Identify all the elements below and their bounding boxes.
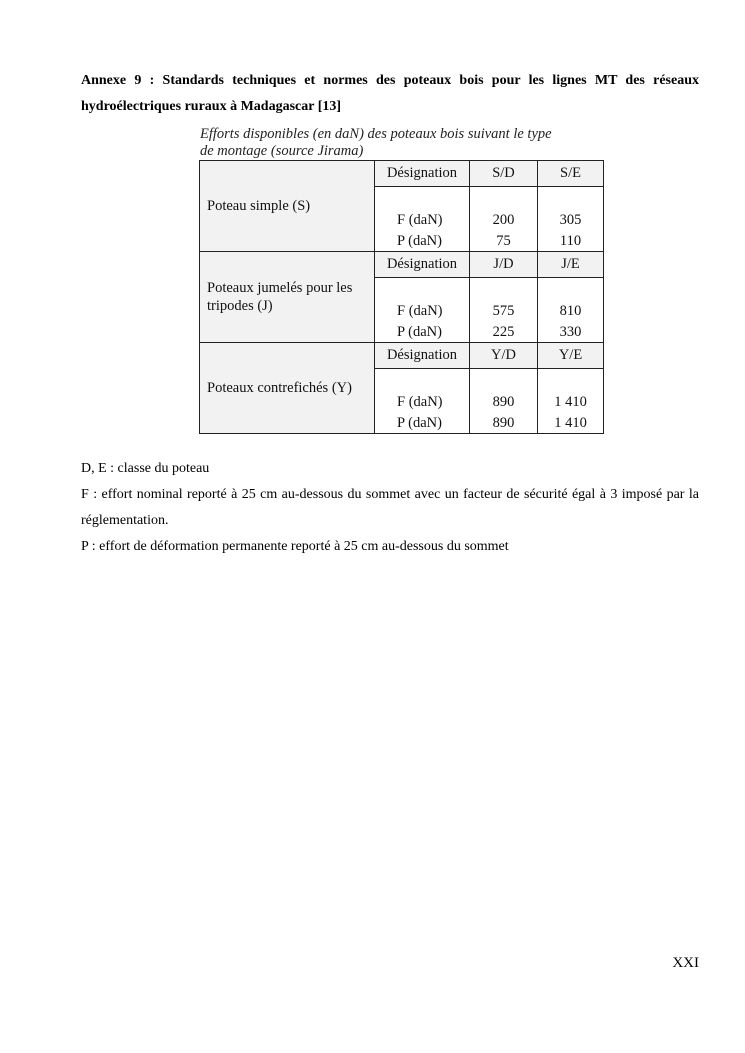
value-p-col1: 225 <box>492 323 515 340</box>
designation-cell <box>375 369 470 434</box>
value-p-col2: 1 410 <box>554 414 587 431</box>
caption-line-2: de montage (source Jirama) <box>200 143 364 159</box>
header-designation: Désignation <box>375 343 470 369</box>
value-cell-col2 <box>538 278 604 343</box>
page-number: XXI <box>672 955 699 971</box>
designation-f: F (daN) <box>397 303 443 319</box>
header-designation: Désignation <box>375 161 470 187</box>
value-cell-col2 <box>538 187 604 252</box>
designation-f: F (daN) <box>397 212 443 228</box>
note-effort-nominal: F : effort nominal reporté à 25 cm au-dessous du sommet avec un facteur de sécurité égal à 3 imposé par la réglementation. <box>81 487 699 528</box>
pole-efforts-figure <box>199 126 609 434</box>
header-col1: Y/D <box>470 343 538 369</box>
table-caption <box>200 126 609 160</box>
value-p-col1: 75 <box>496 232 511 249</box>
value-cell-col1 <box>470 369 538 434</box>
value-cell-col1 <box>470 187 538 252</box>
value-p-col1: 890 <box>492 414 515 431</box>
value-f-col1: 575 <box>492 303 515 319</box>
value-f-col2: 1 410 <box>554 394 587 410</box>
header-col1: J/D <box>470 252 538 278</box>
value-p-col2: 110 <box>559 232 582 249</box>
value-f-col2: 810 <box>559 303 582 319</box>
group-label-jumeles: Poteaux jumelés pour les tripodes (J) <box>200 252 375 343</box>
value-p-col2: 330 <box>559 323 582 340</box>
group-label-contrefiches: Poteaux contrefichés (Y) <box>200 343 375 434</box>
header-designation: Désignation <box>375 252 470 278</box>
note-effort-deformation: P : effort de déformation permanente reporté à 25 cm au-dessous du sommet <box>81 539 509 554</box>
header-col2: S/E <box>538 161 604 187</box>
annex-heading: Annexe 9 : Standards techniques et normes des poteaux bois pour les lignes MT des réseaux hydroélectriques ruraux à Madagascar [13] <box>81 73 699 114</box>
header-col2: J/E <box>538 252 604 278</box>
header-col2: Y/E <box>538 343 604 369</box>
value-cell-col2 <box>538 369 604 434</box>
table-row-header-contrefiches <box>200 343 604 369</box>
designation-cell <box>375 278 470 343</box>
table-row-header-jumeles <box>200 252 604 278</box>
designation-f: F (daN) <box>397 394 443 410</box>
group-label-simple: Poteau simple (S) <box>200 161 375 252</box>
value-f-col1: 890 <box>492 394 515 410</box>
designation-p: P (daN) <box>397 323 442 340</box>
value-f-col2: 305 <box>559 212 582 228</box>
table-row-header-simple <box>200 161 604 187</box>
designation-p: P (daN) <box>397 232 442 249</box>
note-class: D, E : classe du poteau <box>81 461 210 476</box>
caption-line-1: Efforts disponibles (en daN) des poteaux bois suivant le type <box>200 126 552 142</box>
pole-efforts-table <box>199 160 604 434</box>
value-f-col1: 200 <box>492 212 515 228</box>
designation-p: P (daN) <box>397 414 442 431</box>
value-cell-col1 <box>470 278 538 343</box>
header-col1: S/D <box>470 161 538 187</box>
designation-cell <box>375 187 470 252</box>
table-notes <box>81 456 699 560</box>
